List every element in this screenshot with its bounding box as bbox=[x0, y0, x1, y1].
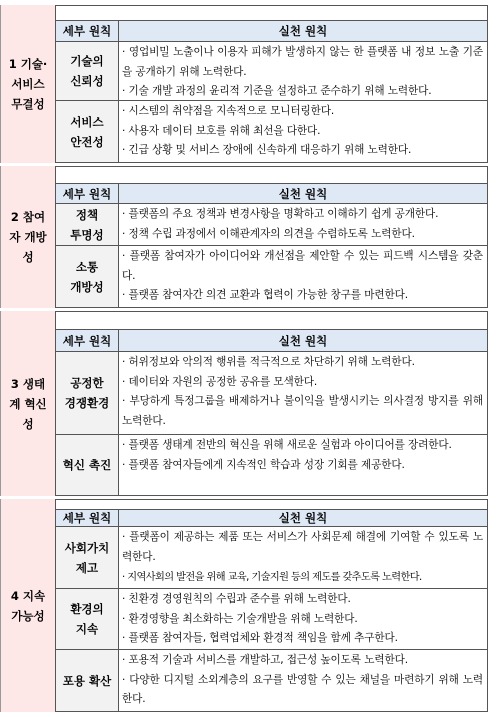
list-item: · 데이터와 자원의 공정한 공유를 모색한다. bbox=[122, 375, 318, 388]
table-row bbox=[56, 41, 488, 100]
list-item: · 플랫폼 참여자간 의견 교환과 협력이 가능한 창구를 마련한다. bbox=[122, 289, 409, 302]
section-table bbox=[55, 5, 488, 163]
category-cell: 1 기술· 서비스 무결성 bbox=[0, 5, 55, 163]
table-spacer bbox=[56, 5, 488, 20]
list-item: · 다양한 디지털 소외계층의 요구를 반영할 수 있는 채널을 마련하기 위해 노력한다. bbox=[122, 673, 483, 706]
table-row bbox=[56, 203, 488, 245]
list-item: · 시스템의 취약점을 지속적으로 모니터링한다. bbox=[122, 105, 335, 118]
row-sub-principle: 사회가치 제고 bbox=[56, 527, 119, 588]
list-item: · 플랫폼 생태계 전반의 혁신을 위해 새로운 실험과 아이디어를 장려한다. bbox=[122, 439, 452, 451]
list-item: · 지역사회의 발전을 위해 교육, 기술지원 등의 제도를 갖추도록 노력한다. bbox=[122, 571, 422, 583]
row-sub-principle: 포용 확산 bbox=[56, 650, 119, 711]
table-row bbox=[56, 100, 488, 163]
list-item: · 정책 수립 과정에서 이해관계자의 의견을 수렴하도록 노력한다. bbox=[122, 227, 415, 240]
header-practice: 실천 원칙 bbox=[278, 511, 328, 526]
list-item: · 친환경 경영원칙의 수립과 준수를 위해 노력한다. bbox=[122, 593, 351, 606]
section-table bbox=[55, 166, 488, 308]
table-row bbox=[56, 245, 488, 308]
row-sub-principle: 혁신 촉진 bbox=[56, 435, 119, 495]
section-openness bbox=[0, 166, 488, 308]
list-item: · 기술 개발 과정의 윤리적 기준을 설정하고 준수하기 위해 노력한다. bbox=[122, 85, 432, 98]
list-item: · 플랫폼의 주요 정책과 변경사항을 명확하고 이해하기 쉽게 공개한다. bbox=[122, 208, 439, 221]
table-row bbox=[56, 434, 488, 496]
list-item: · 영업비밀 노출이나 이용자 피해가 발생하지 않는 한 플랫폼 내 정보 노출 기준을 공개하기 위해 노력한다. bbox=[122, 46, 483, 78]
list-item: · 부당하게 특정그룹을 배제하거나 불이익을 발생시키는 의사결정 방지를 위해 노력한다. bbox=[122, 395, 483, 427]
section-integrity bbox=[0, 5, 488, 163]
header-sub: 세부 원칙 bbox=[56, 21, 119, 41]
table-row bbox=[56, 351, 488, 434]
table-spacer bbox=[56, 311, 488, 329]
table-row bbox=[56, 526, 488, 588]
row-sub-principle: 환경의 지속 bbox=[56, 589, 119, 649]
table-spacer bbox=[56, 166, 488, 183]
section-table bbox=[55, 311, 488, 496]
list-item: · 플랫폼 참여자가 아이디어와 개선점을 제안할 수 있는 피드백 시스템을 갖춘다. bbox=[122, 250, 483, 282]
row-sub-principle: 소통 개방성 bbox=[56, 246, 119, 307]
table-header bbox=[56, 183, 488, 203]
section-innovation bbox=[0, 311, 488, 496]
list-item: · 긴급 상황 및 서비스 장애에 신속하게 대응하기 위해 노력한다. bbox=[122, 144, 412, 157]
list-item: · 플랫폼이 제공하는 제품 또는 서비스가 사회문제 해결에 기여할 수 있도록 노력한다. bbox=[122, 531, 483, 564]
header-practice: 실천 원칙 bbox=[278, 24, 328, 39]
row-sub-principle: 정책 투명성 bbox=[56, 204, 119, 245]
table-header bbox=[56, 20, 488, 41]
header-sub: 세부 원칙 bbox=[56, 330, 119, 351]
category-cell: 3 생태 계 혁신 성 bbox=[0, 311, 55, 496]
header-practice: 실천 원칙 bbox=[278, 186, 328, 201]
row-sub-principle: 서비스 안전성 bbox=[56, 101, 119, 162]
row-sub-principle: 공정한 경쟁환경 bbox=[56, 352, 119, 434]
category-cell: 4 지속 가능성 bbox=[0, 499, 55, 712]
list-item: · 플랫폼 참여자들에게 지속적인 학습과 성장 기회를 제공한다. bbox=[122, 458, 405, 471]
list-item: · 허위정보와 악의적 행위를 적극적으로 차단하기 위해 노력한다. bbox=[122, 356, 415, 368]
header-sub: 세부 원칙 bbox=[56, 184, 119, 203]
table-row bbox=[56, 649, 488, 712]
table-spacer bbox=[56, 499, 488, 509]
header-sub: 세부 원칙 bbox=[56, 510, 119, 526]
table-header bbox=[56, 329, 488, 351]
section-table bbox=[55, 499, 488, 712]
table-header bbox=[56, 509, 488, 526]
section-sustainability bbox=[0, 499, 488, 712]
list-item: · 사용자 데이터 보호를 위해 최선을 다한다. bbox=[122, 124, 321, 137]
list-item: · 환경영향을 최소화하는 기술개발을 위해 노력한다. bbox=[122, 612, 358, 625]
table-row bbox=[56, 588, 488, 649]
list-item: · 포용적 기술과 서비스를 개발하고, 접근성 높이도록 노력한다. bbox=[122, 654, 409, 667]
header-practice: 실천 원칙 bbox=[278, 333, 328, 348]
category-cell: 2 참여 자 개방 성 bbox=[0, 166, 55, 308]
row-sub-principle: 기술의 신뢰성 bbox=[56, 42, 119, 100]
list-item: · 플랫폼 참여자들, 협력업체와 환경적 책임을 함께 추구한다. bbox=[122, 632, 398, 645]
